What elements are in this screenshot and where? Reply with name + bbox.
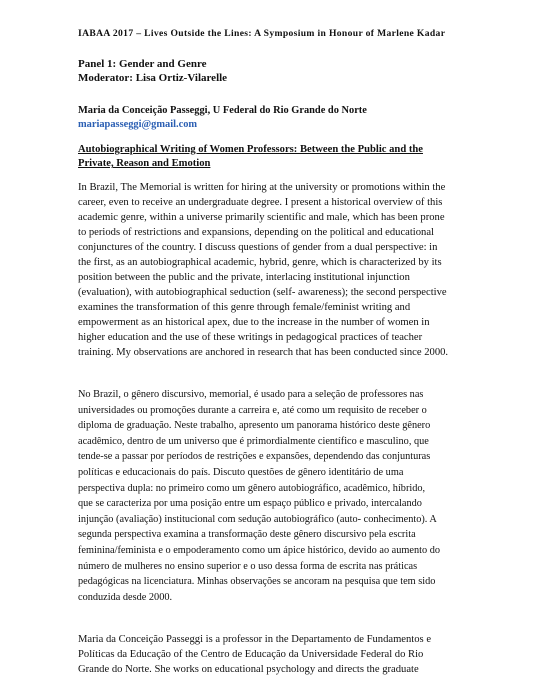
text-line: No Brazil, o gênero discursivo, memorial, é usado para a seleção de professores nas [78, 389, 424, 400]
author-bio [78, 632, 458, 677]
text-line: injunção (avaliação) institucional com sedução autobiográfico (auto- conhecimento). A [78, 513, 437, 525]
text-line: Políticas da Educação of the Centro de Educação da Universidade Federal do Rio [78, 649, 424, 661]
panel-info [78, 57, 458, 85]
symposium-header: IABAA 2017 – Lives Outside the Lines: A Symposium in Honour of Marlene Kadar [78, 28, 446, 39]
text-line: examines the transformation of this genre through female/feminist writing and [78, 302, 411, 313]
text-line: Grande do Norte. She works on educational psychology and directs the graduate [78, 664, 419, 676]
text-line: (evaluation), with autobiographical seduction (self- awareness); the second perspective [78, 287, 447, 298]
abstract-english [78, 180, 458, 360]
panel-name: Panel 1: Gender and Genre [78, 58, 207, 70]
text-line: to periods of restrictions and expansions, depending on the political and educational [78, 227, 434, 238]
text-line: políticas e educacionais do país. Discuto questões de gênero identitário de uma [78, 466, 404, 478]
text-line: position between the public and the private, interlacing institutional injunction [78, 272, 410, 283]
text-line: pedagógicas na licenciatura. Minhas observações se ancoram na pesquisa que tem sido [78, 576, 436, 588]
text-line: empowerment as an historical apex, due to the increase in the number of women in [78, 317, 430, 328]
text-line: the first, as an autobiographical academic, hybrid, genre, which is characterized by its [78, 257, 442, 268]
document-page [78, 28, 458, 677]
text-line: feminina/feminista e o empoderamento como um ápice histórico, devido ao aumento do [78, 544, 440, 556]
text-line: training. My observations are anchored in research that has been conducted since 2000. [78, 347, 449, 358]
author-email-link[interactable]: mariapasseggi@gmail.com [78, 119, 198, 130]
text-line: conduzida desde 2000. [78, 591, 173, 603]
text-line: tende-se a passar por períodos de restrições e expansões, dependendo das conjunturas [78, 451, 431, 463]
text-line: In Brazil, The Memorial is written for hiring at the university or promotions within the [78, 182, 446, 193]
paper-title [78, 143, 458, 171]
abstract-portuguese [78, 387, 458, 605]
text-line: número de mulheres no ensino superior e o uso dessa forma de escrita nas práticas [78, 560, 418, 572]
text-line: segunda perspectiva examina a transformação deste gênero discursivo pela escrita [78, 529, 416, 541]
text-line: conjunctures of the country. I discuss questions of gender from a dual perspective: in [78, 242, 438, 253]
text-line: Maria da Conceição Passeggi is a professor in the Departamento de Fundamentos e [78, 634, 432, 646]
text-line: universidades ou promoções durante a carreira e, até como um requisito de receber o [78, 404, 427, 416]
paper-title-line: Private, Reason and Emotion [78, 158, 211, 169]
text-line: academic genre, within a universe primarily scientific and male, which has been prone [78, 212, 445, 223]
text-line: diploma de graduação. Neste trabalho, apresento um panorama histórico deste gênero [78, 420, 431, 432]
text-line: career, even to receive an undergraduate degree. I present a historical overview of this [78, 197, 443, 208]
text-line: higher education and the use of these writings in pedagogical practices of teacher [78, 332, 423, 343]
panel-moderator: Moderator: Lisa Ortiz-Vilarelle [78, 72, 228, 84]
text-line: acadêmico, dentro de um universo que é primordialmente científico e masculino, que [78, 435, 429, 447]
paper-title-line: Autobiographical Writing of Women Professors: Between the Public and the [78, 144, 423, 155]
text-line: perspectiva dupla: no primeiro como um gênero autobiográfico, acadêmico, híbrido, [78, 482, 426, 494]
text-line: que se caracteriza por uma posição entre um espaço público e privado, intercalando [78, 498, 422, 510]
author-name-affiliation: Maria da Conceição Passeggi, U Federal do Rio Grande do Norte [78, 105, 367, 116]
